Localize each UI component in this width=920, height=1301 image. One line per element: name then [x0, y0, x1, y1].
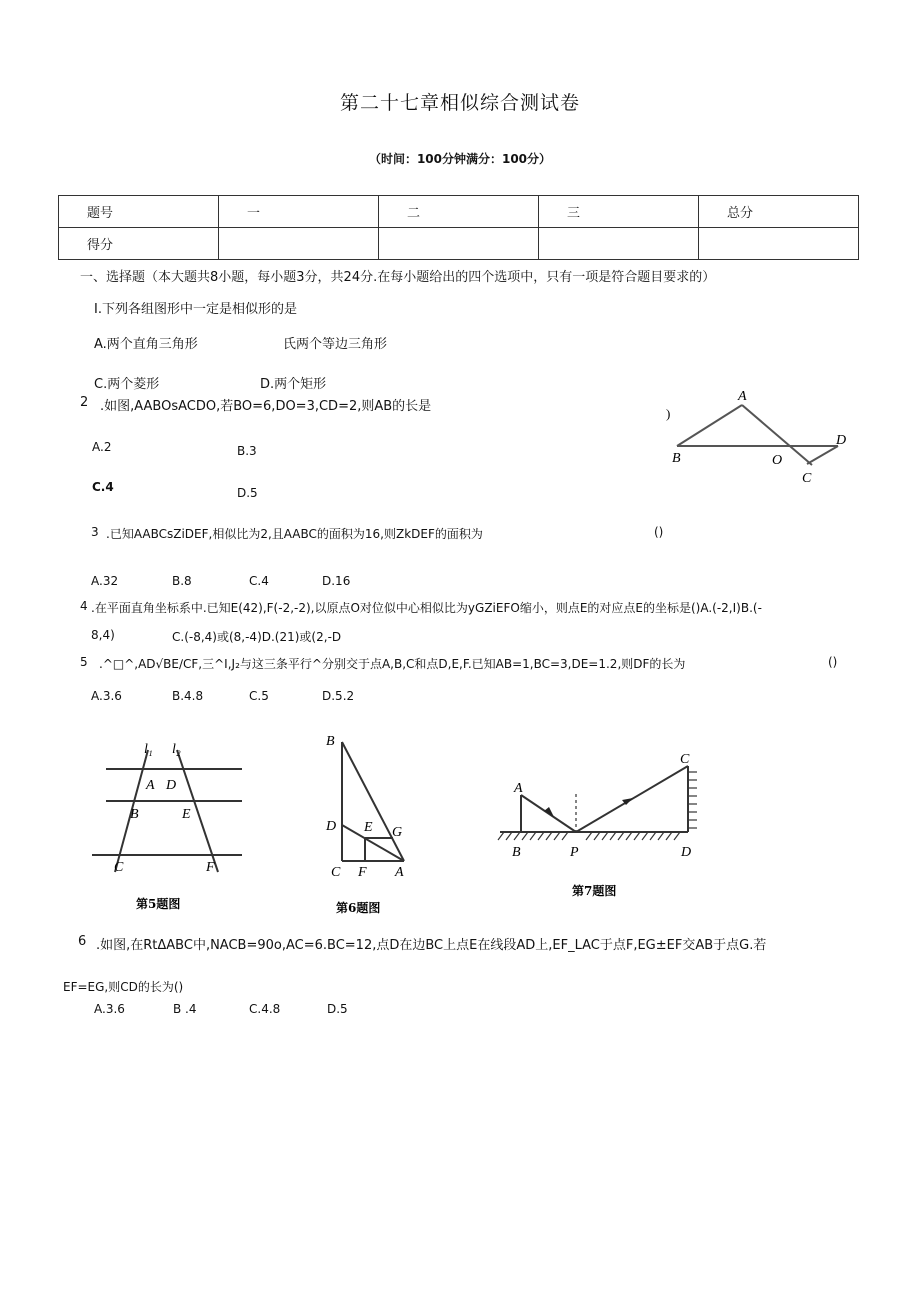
point-label-d: D [326, 819, 337, 834]
fig7-ground-hatch [498, 832, 680, 840]
table-row [59, 196, 859, 228]
q6-stem-line1: .如图,在RtΔABC中,NACB=90o,AC=6.BC=12,点D在边BC上点E在线段AD上,EF_LAC于点F,EG±EF交AB于点G.若 [96, 938, 767, 953]
q5-stem: .^□^,AD√BE∕CF,三^I,J₂与这三条平行^分别交于点A,B,C和点D,E,F.已知AB=1,BC=3,DE=1.2,则DF的长为 [99, 657, 686, 671]
point-label-d: D [836, 433, 847, 448]
q6-option-d: D.5 [327, 1002, 348, 1016]
q3-option-c: C.4 [249, 574, 269, 588]
point-label-b: B [130, 807, 139, 822]
table-cell [539, 228, 699, 260]
q2-figure [660, 386, 860, 490]
point-label-e: E [182, 807, 191, 822]
point-label-c: C [114, 860, 124, 875]
q3-stem: .已知AABCsZiDEF,相似比为2,且AABC的面积为16,则ZkDEF的面积为 [106, 527, 483, 541]
exam-time-score: （时间：100分钟满分：100分） [368, 152, 552, 166]
point-label-b: B [326, 734, 335, 749]
point-label-a: A [395, 865, 404, 880]
line-label-l2: l₂ [172, 742, 181, 757]
fig7-lines [500, 766, 688, 832]
q2-number: 2 [80, 395, 89, 410]
page-title: 第二十七章相似综合测试卷 [339, 92, 580, 114]
q2-option-a: A.2 [92, 440, 112, 454]
q5-option-d: D.5.2 [322, 689, 355, 703]
q1-option-b: 氏两个等边三角形 [283, 337, 388, 352]
q1-option-a: A.两个直角三角形 [94, 337, 198, 352]
point-label-e: E [364, 820, 373, 835]
point-label-a: A [738, 389, 747, 404]
fig7-wall-hatch [688, 772, 697, 828]
q4-stem-line2: 8,4) [91, 628, 115, 642]
q3-number: 3 [91, 525, 99, 539]
table-cell: 得分 [59, 228, 219, 260]
q5-option-c: C.5 [249, 689, 269, 703]
q3-option-b: B.8 [172, 574, 192, 588]
q4-stem-line1: .在平面直角坐标系中.已知E(42),F(-2,-2),以原点O对位似中心相似比为yGZiEFO缩小，则点E的对应点E的坐标是()A.(-2,I)B.(- [91, 601, 762, 615]
q5-option-a: A.3.6 [91, 689, 122, 703]
q5-number: 5 [80, 655, 88, 669]
q1-option-d: D.两个矩形 [260, 377, 327, 392]
table-cell [219, 228, 379, 260]
q2-option-b: B.3 [237, 444, 257, 458]
point-label-a: A [514, 781, 523, 796]
point-label-g: G [392, 825, 403, 840]
q3-answer-paren: () [654, 525, 664, 539]
q6-number: 6 [78, 934, 87, 949]
line-label-l1: l₁ [144, 742, 153, 757]
table-row [59, 228, 859, 260]
table-cell [379, 228, 539, 260]
q2-stem: .如图,AABOsACDO,若BO=6,DO=3,CD=2,则AB的长是 [100, 399, 432, 414]
point-label-c: C [331, 865, 341, 880]
q2-figure-lines [677, 405, 838, 465]
point-label-c: C [680, 752, 690, 767]
point-label-p: P [570, 845, 579, 860]
q1-option-c: C.两个菱形 [94, 377, 160, 392]
fig-bracket: ) [666, 406, 671, 421]
figure-5 [88, 732, 258, 917]
point-label-b: B [512, 845, 521, 860]
fig7-caption: 第7题图 [572, 884, 617, 898]
q2-option-d: D.5 [237, 486, 258, 500]
table-cell: 三 [539, 196, 699, 228]
point-label-f: F [206, 860, 215, 875]
figure-6 [322, 730, 422, 920]
point-label-f: F [358, 865, 367, 880]
q3-option-a: A.32 [91, 574, 119, 588]
q5-option-b: B.4.8 [172, 689, 204, 703]
point-label-c: C [802, 471, 812, 486]
section-heading: 一、选择题（本大题共8小题，每小题3分，共24分.在每小题给出的四个选项中，只有一项是符合题目要求的） [80, 270, 716, 285]
q3-option-d: D.16 [322, 574, 351, 588]
fig6-lines [342, 742, 404, 861]
q6-stem-line2: EF=EG,则CD的长为() [63, 980, 184, 994]
table-cell [699, 228, 859, 260]
fig5-caption: 第5题图 [136, 897, 181, 911]
point-label-b: B [672, 451, 681, 466]
fig5-lines [92, 750, 242, 872]
table-cell: 总分 [699, 196, 859, 228]
point-label-o: O [772, 453, 783, 468]
q4-options: C.(-8,4)或(8,-4)D.(21)或(2,-D [172, 630, 342, 644]
q6-option-a: A.3.6 [94, 1002, 125, 1016]
table-cell: 二 [379, 196, 539, 228]
table-cell: 一 [219, 196, 379, 228]
point-label-d: D [166, 778, 177, 793]
q5-answer-paren: () [828, 655, 838, 669]
point-label-a: A [146, 778, 155, 793]
q4-number: 4 [80, 599, 88, 613]
q6-option-b: B .4 [173, 1002, 197, 1016]
q6-option-c: C.4.8 [249, 1002, 281, 1016]
q2-option-c: C.4 [92, 480, 114, 494]
point-label-d: D [681, 845, 692, 860]
table-cell: 题号 [59, 196, 219, 228]
score-table [58, 195, 859, 260]
figure-7 [492, 748, 722, 903]
fig6-caption: 第6题图 [336, 901, 381, 915]
q1-stem: I.下列各组图形中一定是相似形的是 [94, 302, 297, 317]
